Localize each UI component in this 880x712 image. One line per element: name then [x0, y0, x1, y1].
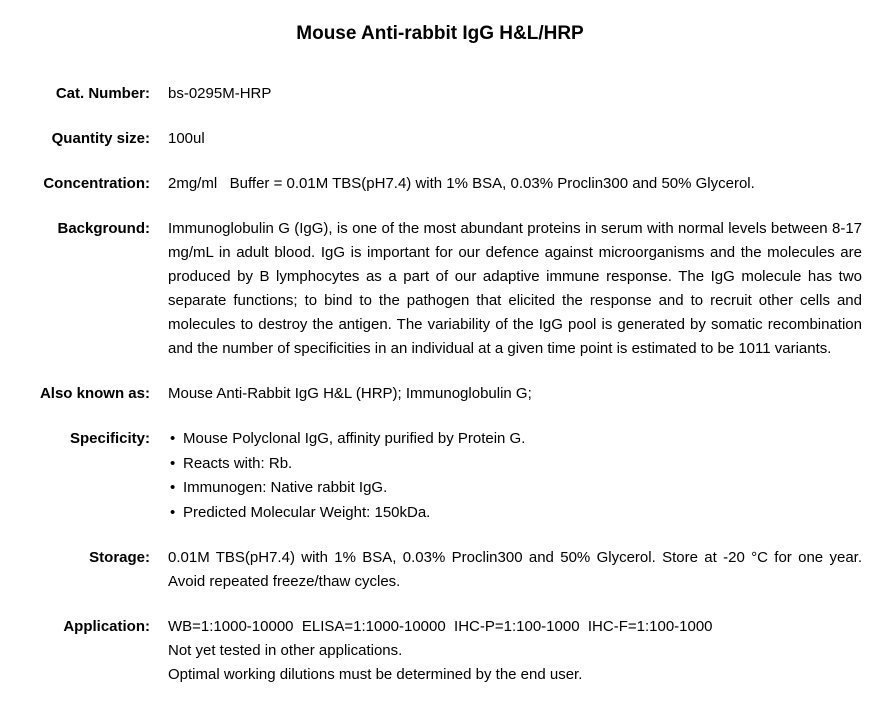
- specificity-bullet-list: [168, 427, 862, 525]
- page-title: Mouse Anti-rabbit IgG H&L/HRP: [296, 23, 584, 44]
- field-row-quantity-size: [0, 127, 880, 151]
- concentration-value: 2mg/ml Buffer = 0.01M TBS(pH7.4) with 1% BSA, 0.03% Proclin300 and 50% Glycerol.: [168, 175, 755, 192]
- specificity-label: Specificity:: [69, 430, 150, 447]
- application-note-line: Not yet tested in other applications.: [168, 642, 403, 659]
- field-row-also-known-as: [0, 382, 880, 406]
- field-row-concentration: [0, 172, 880, 196]
- field-row-storage: [0, 546, 880, 594]
- specificity-value: [168, 427, 862, 525]
- application-value: [168, 615, 862, 687]
- specificity-bullet-item: • Mouse Polyclonal IgG, affinity purified by Protein G.: [168, 427, 862, 452]
- storage-label: Storage:: [89, 549, 150, 566]
- application-dilutions-line: WB=1:1000-10000 ELISA=1:1000-10000 IHC-P=1:100-1000 IHC-F=1:100-1000: [168, 618, 713, 635]
- quantity-size-value: 100ul: [168, 130, 205, 147]
- specificity-bullet-item: • Reacts with: Rb.: [168, 452, 862, 477]
- quantity-size-label: Quantity size:: [51, 130, 150, 147]
- specificity-bullet-item: • Immunogen: Native rabbit IgG.: [168, 476, 862, 501]
- field-row-specificity: [0, 427, 880, 525]
- also-known-as-value: Mouse Anti-Rabbit IgG H&L (HRP); Immunoglobulin G;: [168, 385, 532, 402]
- cat-number-value: bs-0295M-HRP: [168, 85, 272, 102]
- field-row-background: [0, 217, 880, 361]
- cat-number-label: Cat. Number:: [55, 85, 150, 102]
- application-note-line: Optimal working dilutions must be determined by the end user.: [168, 666, 583, 683]
- background-label: Background:: [57, 220, 150, 237]
- background-value: Immunoglobulin G (IgG), is one of the most abundant proteins in serum with normal levels between 8-17 mg/mL in adult blood. IgG is important for our defence against microorganisms and the molecules are produced by B lymphocytes as a part of our adaptive immune response. The IgG molecule has two separate functions; to bind to the pathogen that elicited the response and to recruit other cells and molecules to destroy the antigen. The variability of the IgG pool is generated by somatic recombination and the number of specificities in an individual at a given time point is estimated to be 1011 variants.: [168, 220, 862, 357]
- specificity-bullet-item: • Predicted Molecular Weight: 150kDa.: [168, 501, 862, 526]
- also-known-as-label: Also known as:: [39, 385, 150, 402]
- field-row-cat-number: [0, 82, 880, 106]
- field-row-application: [0, 615, 880, 687]
- application-label: Application:: [63, 618, 150, 635]
- concentration-label: Concentration:: [43, 175, 150, 192]
- storage-value: 0.01M TBS(pH7.4) with 1% BSA, 0.03% Proclin300 and 50% Glycerol. Store at -20 °C for one year. Avoid repeated freeze/thaw cycles.: [168, 549, 862, 590]
